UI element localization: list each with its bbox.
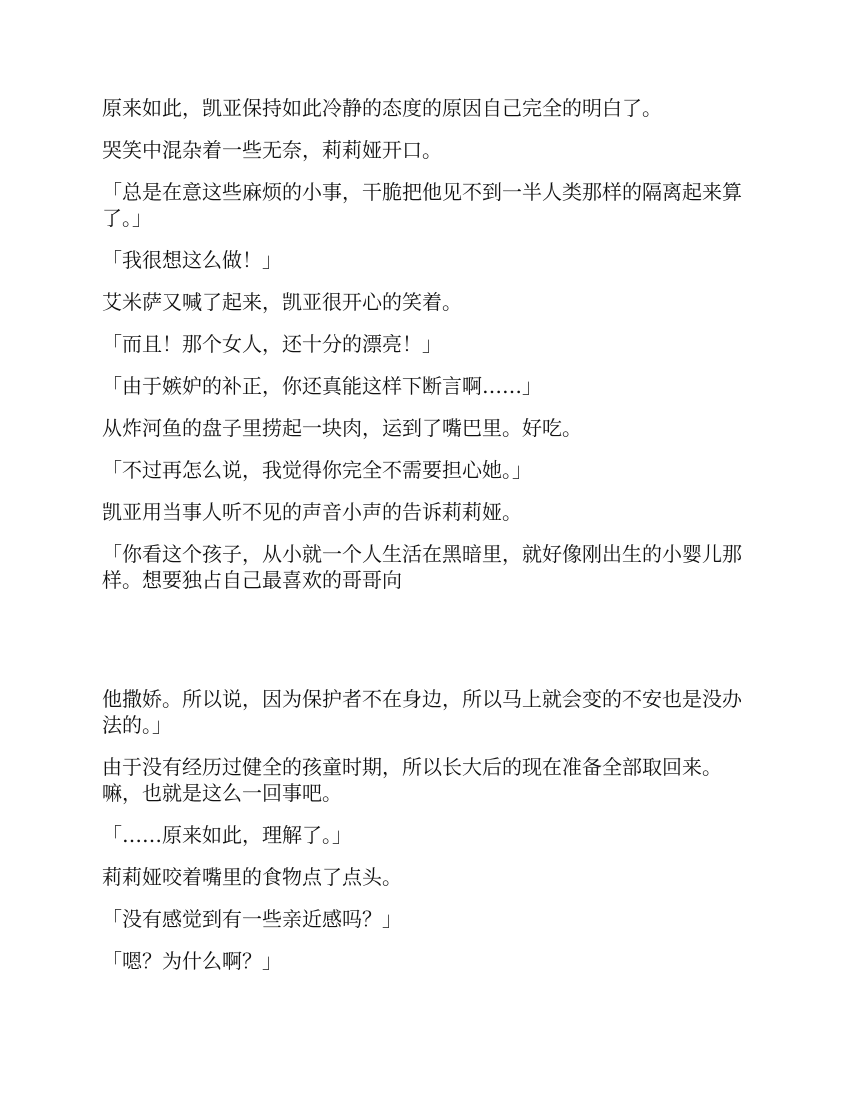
paragraph: 「总是在意这些麻烦的小事，干脆把他见不到一半人类那样的隔离起来算了。」 xyxy=(102,180,742,230)
paragraph: 从炸河鱼的盘子里捞起一块肉，运到了嘴巴里。好吃。 xyxy=(102,416,582,440)
paragraph: 由于没有经历过健全的孩童时期，所以长大后的现在准备全部取回来。嘛，也就是这么一回事吧。 xyxy=(102,755,722,805)
paragraph: 他撒娇。所以说，因为保护者不在身边，所以马上就会变的不安也是没办法的。」 xyxy=(102,687,742,737)
paragraph: 艾米萨又喊了起来，凯亚很开心的笑着。 xyxy=(102,290,462,314)
paragraph: 「由于嫉妒的补正，你还真能这样下断言啊……」 xyxy=(102,374,542,398)
text-block-top xyxy=(102,95,752,593)
paragraph: 「不过再怎么说，我觉得你完全不需要担心她。」 xyxy=(102,458,532,482)
paragraph: 莉莉娅咬着嘴里的食物点了点头。 xyxy=(102,865,402,889)
paragraph: 「而且！那个女人，还十分的漂亮！」 xyxy=(102,332,442,356)
paragraph: 「……原来如此，理解了。」 xyxy=(102,823,352,847)
paragraph: 「嗯？为什么啊？」 xyxy=(102,949,282,973)
paragraph: 「没有感觉到有一些亲近感吗？」 xyxy=(102,907,402,931)
paragraph: 哭笑中混杂着一些无奈，莉莉娅开口。 xyxy=(102,138,442,162)
paragraph: 「我很想这么做！」 xyxy=(102,248,282,272)
paragraph: 原来如此，凯亚保持如此冷静的态度的原因自己完全的明白了。 xyxy=(102,96,662,120)
paragraph: 凯亚用当事人听不见的声音小声的告诉莉莉娅。 xyxy=(102,500,522,524)
paragraph: 「你看这个孩子，从小就一个人生活在黑暗里，就好像刚出生的小婴儿那样。想要独占自己最喜欢的哥哥向 xyxy=(102,542,742,592)
text-block-bottom xyxy=(102,686,752,974)
